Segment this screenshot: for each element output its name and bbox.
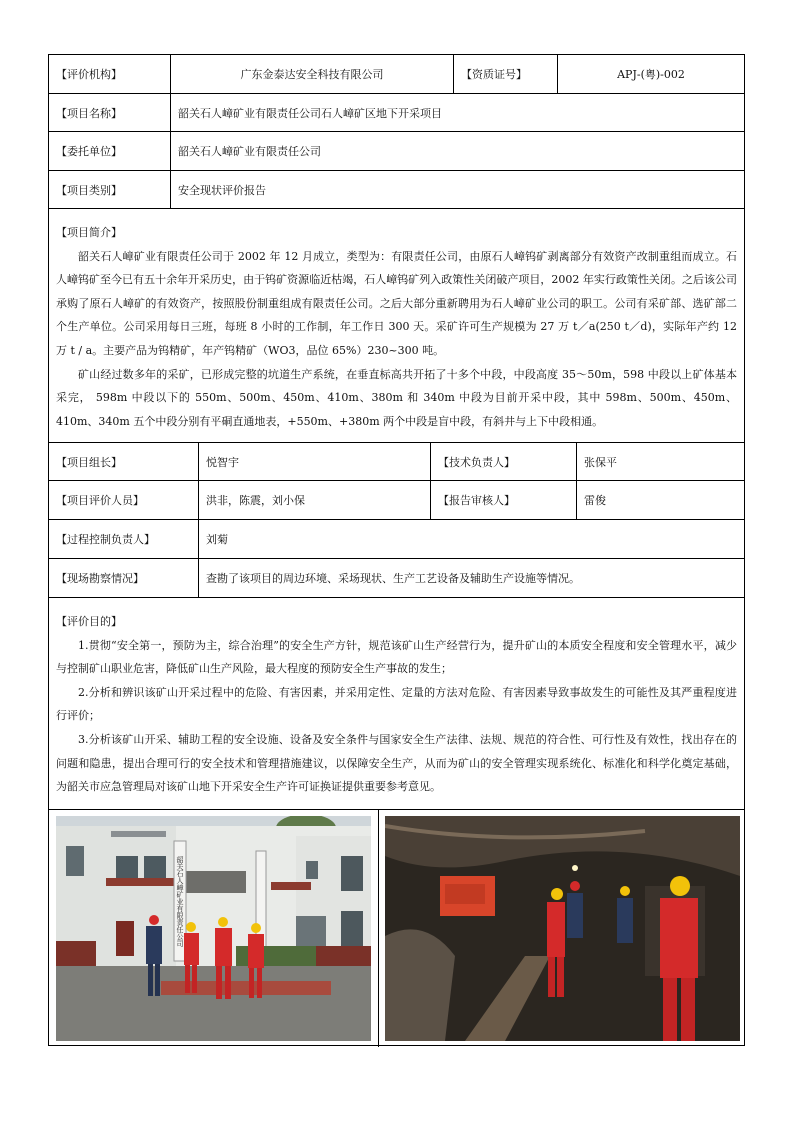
leader-label: 【项目组长】 [56,455,122,469]
row-type [49,171,744,209]
type-label: 【项目类别】 [56,183,122,197]
tech-lead-value: 张保平 [576,443,744,480]
org-value: 广东金泰达安全科技有限公司 [170,55,453,93]
reviewer-label: 【报告审核人】 [430,481,576,519]
section-purpose [49,598,744,810]
client-value: 韶关石人嶂矿业有限责任公司 [170,132,744,170]
leader-value: 悦智宇 [198,443,430,480]
row-evaluators [49,481,744,520]
row-process-control [49,520,744,559]
row-photos [49,810,744,1047]
photo-mine-office-image [56,816,371,1041]
photo-mine-office [56,816,371,1041]
tech-lead-label: 【技术负责人】 [430,443,576,480]
photo-divider [378,810,379,1047]
reviewer-value: 雷俊 [576,481,744,519]
photo-underground-inspection [385,816,740,1041]
intro-title: 【项目简介】 [56,226,122,239]
site-survey-label: 【现场勘察情况】 [56,572,144,585]
row-project-name [49,94,744,132]
client-label: 【委托单位】 [56,145,122,158]
cert-label: 【资质证号】 [453,55,557,93]
row-org [49,55,744,94]
purpose-title: 【评价目的】 [56,615,122,628]
type-value: 安全现状评价报告 [170,171,744,208]
sign-text: 韶关石人嶂矿业有限责任公司 [176,856,184,947]
purpose-item-1: 1.贯彻“安全第一，预防为主，综合治理”的安全生产方针，规范该矿山生产经营行为，提升矿山的本质安全程度和安全管理水平，减少与控制矿山职业危害，降低矿山生产风险，最大程度的预防安全生产事故的发生； [56,638,737,676]
process-control-value: 刘菊 [198,520,744,558]
evaluation-form [48,54,745,1046]
org-label: 【评价机构】 [56,68,122,81]
site-survey-value: 查勘了该项目的周边环境、采场现状、生产工艺设备及辅助生产设施等情况。 [198,559,744,597]
project-name-value: 韶关石人嶂矿业有限责任公司石人嶂矿区地下开采项目 [170,94,744,131]
intro-paragraph-1: 韶关石人嶂矿业有限责任公司于 2002 年 12 月成立，类型为：有限责任公司，由原石人嶂钨矿剥离部分有效资产改制重组而成立。石人嶂钨矿至今已有五十余年开采历史，由于钨矿资源临近枯竭，石人嶂钨矿列入政策性关闭破产项目，2002 年实行政策性关闭。之后该公司承购了原石人嶂矿的有效资产，按照股份制重组成有限责任公司。之后大部分重新聘用为石人嶂矿业公司的职工。公司有采矿部、选矿部二个生产单位。公司采用每日三班，每班 8 小时的工作制，年工作日 300 天。采矿许可生产规模为 27 万 t／a(250 t／d)，实际年产约 12 万 t / a。主要产品为钨精矿，年产钨精矿（WO3，品位 65%）230~300 吨。 [56,249,737,357]
process-control-label: 【过程控制负责人】 [56,533,155,546]
cert-value: APJ-(粤)-002 [557,55,744,93]
purpose-item-2: 2.分析和辨识该矿山开采过程中的危险、有害因素，并采用定性、定量的方法对危险、有害因素导致事故发生的可能性及其严重程度进行评价； [56,685,737,723]
intro-paragraph-2: 矿山经过数多年的采矿，已形成完整的坑道生产系统，在垂直标高共开拓了十多个中段，中段高度 35～50m，598 中段以上矿体基本采完， 598m 中段以下的 550m、500m、450m、410m、380m 和 340m 中段为目前开采中段，其中 598m、500m、450m、410m、340m 五个中段分别有平硐直通地表，+550m、+380m 两个中段是盲中段，有斜井与上下中段相通。 [56,367,737,428]
purpose-text [56,610,737,799]
photo-underground-image [385,816,740,1041]
row-leader [49,443,744,481]
row-site-survey [49,559,744,598]
section-intro [49,209,744,443]
project-name-label: 【项目名称】 [56,106,122,120]
evaluators-value: 洪非，陈震，刘小保 [198,481,430,519]
evaluators-label: 【项目评价人员】 [56,494,144,507]
intro-text [56,221,737,433]
row-client [49,132,744,171]
purpose-item-3: 3.分析该矿山开采、辅助工程的安全设施、设备及安全条件与国家安全生产法律、法规、规范的符合性、可行性及有效性，找出存在的问题和隐患，提出合理可行的安全技术和管理措施建议，以保障安全生产，从而为矿山的安全管理实现系统化、标准化和科学化奠定基础，为韶关市应急管理局对该矿山地下开采安全生产许可证换证提供重要参考意见。 [56,732,737,794]
